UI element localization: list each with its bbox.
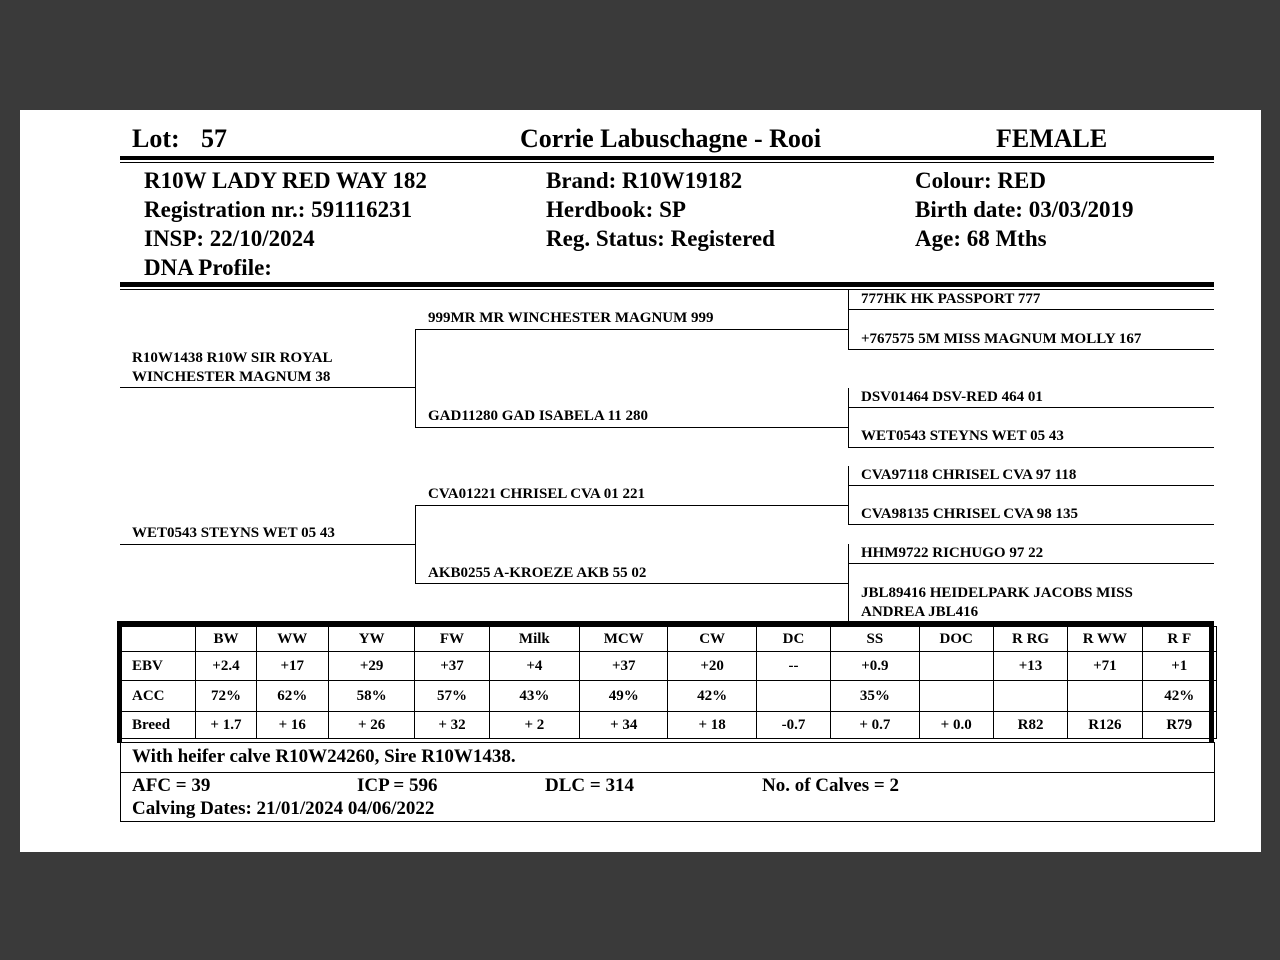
- catalogue-sheet: [20, 110, 1261, 852]
- ebv-col-header: Milk: [489, 627, 579, 652]
- table-cell: + 2: [489, 712, 579, 739]
- ggp-bracket-4b: [848, 583, 849, 621]
- pedigree-ggp-8a: JBL89416 HEIDELPARK JACOBS MISS: [861, 585, 1133, 601]
- afc-value: AFC = 39: [132, 775, 211, 796]
- pedigree-sire-sire: 999MR MR WINCHESTER MAGNUM 999: [428, 310, 714, 326]
- table-cell: + 0.0: [919, 712, 993, 739]
- birth-date: Birth date: 03/03/2019: [915, 197, 1134, 222]
- age: Age: 68 Mths: [915, 226, 1047, 251]
- sire-dam-line: [415, 427, 849, 428]
- ggp-6-line: [848, 524, 1214, 525]
- ebv-table: [121, 626, 1217, 739]
- table-cell: -0.7: [756, 712, 830, 739]
- pedigree-ggp-4: WET0543 STEYNS WET 05 43: [861, 428, 1064, 444]
- pedigree-ggp-6: CVA98135 CHRISEL CVA 98 135: [861, 506, 1078, 522]
- table-cell: 35%: [831, 681, 919, 712]
- dna-profile: DNA Profile:: [144, 255, 272, 280]
- table-cell: +17: [256, 652, 328, 681]
- ebv-col-header: DC: [756, 627, 830, 652]
- pedigree-sire-dam: GAD11280 GAD ISABELA 11 280: [428, 408, 649, 424]
- header-rule-thick: [120, 156, 1214, 160]
- icp-value: ICP = 596: [357, 775, 438, 796]
- table-cell: + 26: [328, 712, 414, 739]
- table-cell: 49%: [580, 681, 668, 712]
- pedigree-ggp-7: HHM9722 RICHUGO 97 22: [861, 545, 1044, 561]
- lot-number: 57: [201, 124, 227, 153]
- calf-note-box: [120, 742, 1215, 773]
- ggp-5-line: [848, 485, 1214, 486]
- ggp-1-line: [848, 309, 1214, 310]
- pedigree-ggp-5: CVA97118 CHRISEL CVA 97 118: [861, 467, 1077, 483]
- table-cell: 58%: [328, 681, 414, 712]
- table-cell: +37: [580, 652, 668, 681]
- calving-stats-box: [120, 772, 1215, 822]
- calving-dates: Calving Dates: 21/01/2024 04/06/2022: [132, 798, 435, 819]
- calf-note: With heifer calve R10W24260, Sire R10W1438.: [132, 746, 516, 767]
- dam-bracket: [415, 505, 416, 583]
- ggp-bracket-2b: [848, 427, 849, 447]
- dam-sire-line: [415, 505, 849, 506]
- table-row: [122, 681, 1217, 712]
- table-cell: + 16: [256, 712, 328, 739]
- table-cell: R126: [1068, 712, 1142, 739]
- ebv-col-header: YW: [328, 627, 414, 652]
- ggp-2-line: [848, 349, 1214, 350]
- pedigree-ggp-1: 777HK HK PASSPORT 777: [861, 291, 1041, 307]
- ebv-col-header: R RG: [993, 627, 1067, 652]
- registration-number: Registration nr.: 591116231: [144, 197, 413, 222]
- ebv-col-header: MCW: [580, 627, 668, 652]
- ebv-col-header: FW: [415, 627, 489, 652]
- table-cell: --: [756, 652, 830, 681]
- colour: Colour: RED: [915, 168, 1046, 193]
- ebv-col-header: R WW: [1068, 627, 1142, 652]
- calves-count: No. of Calves = 2: [762, 775, 899, 796]
- header-rule-thin: [120, 162, 1214, 163]
- pedigree-dam-dam: AKB0255 A-KROEZE AKB 55 02: [428, 565, 647, 581]
- pedigree-ggp-2: +767575 5M MISS MAGNUM MOLLY 167: [861, 331, 1142, 347]
- table-cell: [919, 652, 993, 681]
- table-cell: +20: [668, 652, 756, 681]
- ebv-col-header: WW: [256, 627, 328, 652]
- info-rule-thin: [120, 289, 1214, 290]
- table-cell: 57%: [415, 681, 489, 712]
- table-row: [122, 652, 1217, 681]
- table-cell: 43%: [489, 681, 579, 712]
- table-cell: 42%: [1142, 681, 1216, 712]
- ggp-4-line: [848, 447, 1214, 448]
- table-cell: + 0.7: [831, 712, 919, 739]
- lot-label: Lot:: [132, 124, 180, 153]
- ebv-col-header: R F: [1142, 627, 1216, 652]
- table-cell: +1: [1142, 652, 1216, 681]
- table-cell: [919, 681, 993, 712]
- animal-name: R10W LADY RED WAY 182: [144, 168, 427, 193]
- ggp-3-line: [848, 407, 1214, 408]
- sire-sire-line: [415, 329, 849, 330]
- table-cell: +4: [489, 652, 579, 681]
- pedigree-ggp-3: DSV01464 DSV-RED 464 01: [861, 389, 1043, 405]
- pedigree-sire-line2: WINCHESTER MAGNUM 38: [132, 369, 331, 385]
- ebv-col-header: DOC: [919, 627, 993, 652]
- table-cell: + 18: [668, 712, 756, 739]
- row-label: ACC: [122, 681, 196, 712]
- brand: Brand: R10W19182: [546, 168, 743, 193]
- table-cell: 72%: [196, 681, 256, 712]
- pedigree-dam: WET0543 STEYNS WET 05 43: [132, 525, 335, 541]
- ebv-corner-cell: [122, 627, 196, 652]
- pedigree-sire-line1: R10W1438 R10W SIR ROYAL: [132, 350, 333, 366]
- table-cell: +2.4: [196, 652, 256, 681]
- pedigree-ggp-8b: ANDREA JBL416: [861, 604, 979, 620]
- table-cell: +13: [993, 652, 1067, 681]
- ggp-bracket-3b: [848, 505, 849, 525]
- pedigree-dam-sire: CVA01221 CHRISEL CVA 01 221: [428, 486, 645, 502]
- dlc-value: DLC = 314: [545, 775, 634, 796]
- sire-line: [120, 387, 416, 388]
- table-row: [122, 712, 1217, 739]
- table-cell: +29: [328, 652, 414, 681]
- table-cell: R82: [993, 712, 1067, 739]
- ebv-col-header: CW: [668, 627, 756, 652]
- table-cell: [993, 681, 1067, 712]
- row-label: EBV: [122, 652, 196, 681]
- ebv-col-header: BW: [196, 627, 256, 652]
- ebv-col-header: SS: [831, 627, 919, 652]
- table-cell: + 34: [580, 712, 668, 739]
- ggp-7-line: [848, 563, 1214, 564]
- sire-bracket: [415, 329, 416, 427]
- table-cell: [756, 681, 830, 712]
- table-cell: [1068, 681, 1142, 712]
- table-cell: R79: [1142, 712, 1216, 739]
- table-cell: 42%: [668, 681, 756, 712]
- herdbook: Herdbook: SP: [546, 197, 686, 222]
- table-cell: +0.9: [831, 652, 919, 681]
- row-label: Breed: [122, 712, 196, 739]
- info-rule-thick: [120, 282, 1214, 287]
- registration-status: Reg. Status: Registered: [546, 226, 775, 251]
- inspection-date: INSP: 22/10/2024: [144, 226, 315, 251]
- breeder-name: Corrie Labuschagne - Rooi: [520, 124, 822, 153]
- sex-label: FEMALE: [996, 124, 1108, 153]
- table-cell: +71: [1068, 652, 1142, 681]
- table-cell: +37: [415, 652, 489, 681]
- ebv-header-row: [122, 627, 1217, 652]
- dam-line: [120, 544, 416, 545]
- table-cell: + 1.7: [196, 712, 256, 739]
- dam-dam-line: [415, 583, 849, 584]
- table-cell: 62%: [256, 681, 328, 712]
- ggp-bracket-1b: [848, 329, 849, 349]
- table-cell: + 32: [415, 712, 489, 739]
